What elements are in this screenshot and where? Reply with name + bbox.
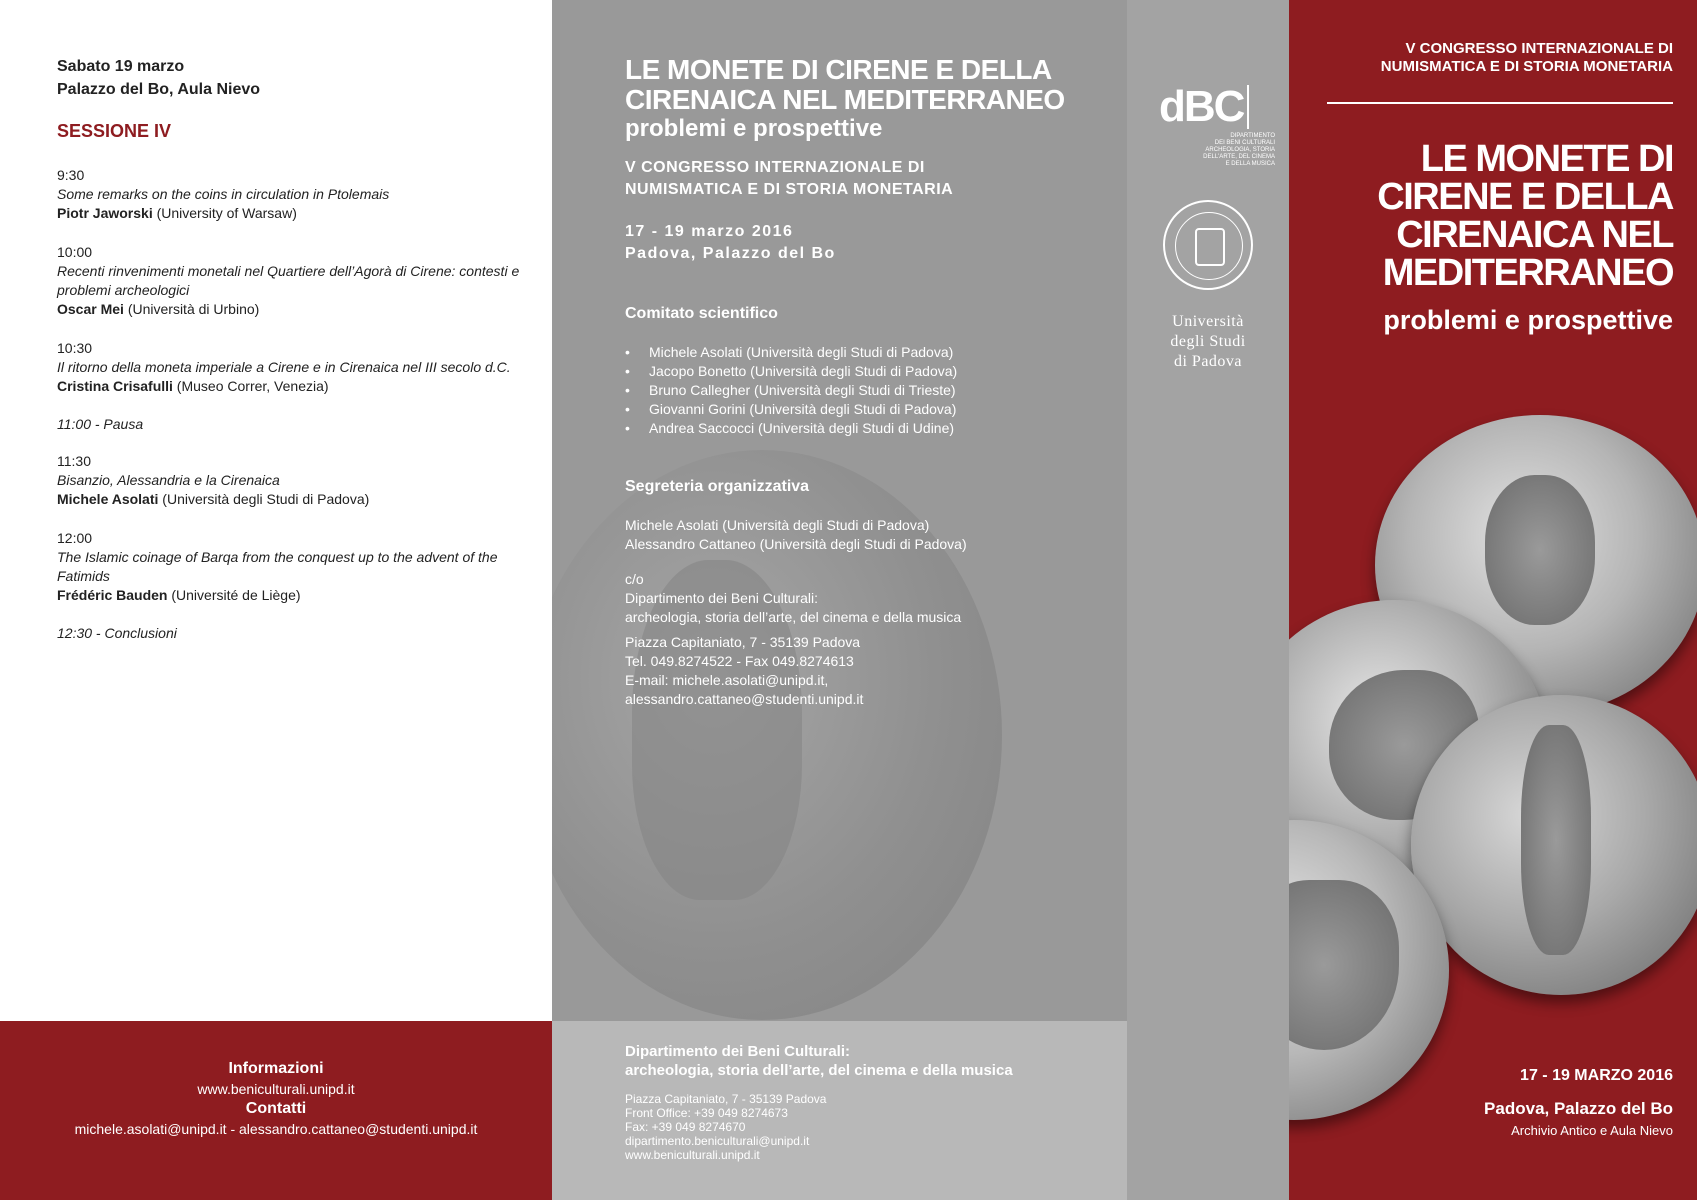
program-place: Palazzo del Bo, Aula Nievo: [57, 81, 261, 98]
care-of: c/o: [625, 571, 644, 587]
university-seal-icon: [1163, 200, 1253, 290]
committee-member: • Bruno Callegher (Università degli Studi di Trieste): [625, 381, 1115, 400]
cover-title-line: CIRENE E DELLA: [1377, 176, 1673, 218]
speaker-affiliation: (University of Warsaw): [152, 205, 297, 221]
cover-congress-line-1: V CONGRESSO INTERNAZIONALE DI: [1405, 40, 1673, 57]
footer-url[interactable]: www.beniculturali.unipd.it: [625, 1148, 760, 1162]
congress-line-1: V CONGRESSO INTERNAZIONALE DI: [625, 159, 925, 176]
pause-note: 11:00 - Pausa: [57, 416, 144, 432]
talk-item: [57, 166, 527, 223]
details-panel: [552, 0, 1127, 1200]
committee-member: • Michele Asolati (Università degli Studi di Padova): [625, 343, 1115, 362]
footer-fax: Fax: +39 049 8274670: [625, 1120, 746, 1134]
talk-speaker: [57, 301, 259, 317]
cover-divider: [1327, 102, 1673, 104]
committee-list: [625, 343, 1115, 438]
speaker-name: Oscar Mei: [57, 301, 124, 317]
event-date: 17 - 19 marzo 2016: [625, 223, 794, 240]
committee-heading: Comitato scientifico: [625, 305, 778, 322]
talk-title: Il ritorno della moneta imperiale a Cirene e in Cirenaica nel III secolo d.C.: [57, 359, 511, 375]
footer-front-office: Front Office: +39 049 8274673: [625, 1106, 788, 1120]
committee-member: • Giovanni Gorini (Università degli Studi di Padova): [625, 400, 1115, 419]
details-content: [625, 55, 1115, 709]
contacts-heading: Contatti: [245, 1100, 307, 1117]
subtitle: problemi e prospettive: [625, 115, 883, 142]
department-footer: [552, 1021, 1127, 1200]
talk-speaker: [57, 378, 329, 394]
speaker-affiliation: (Università degli Studi di Padova): [158, 491, 370, 507]
cover-subtitle: problemi e prospettive: [1383, 305, 1673, 335]
program-panel: [0, 0, 552, 1200]
event-venue: Padova, Palazzo del Bo: [625, 245, 836, 262]
cover-title: [1303, 140, 1673, 292]
cover-title-line: LE MONETE DI: [1420, 138, 1673, 180]
speaker-name: Frédéric Bauden: [57, 587, 168, 603]
info-heading: Informazioni: [228, 1060, 324, 1077]
speaker-name: Cristina Crisafulli: [57, 378, 173, 394]
cover-rooms: Archivio Antico e Aula Nievo: [1511, 1123, 1673, 1138]
dbc-logo-text: [1159, 133, 1275, 168]
title-line-1: LE MONETE DI CIRENE E DELLA: [625, 54, 1052, 85]
university-line-2: degli Studi: [1170, 333, 1246, 350]
dbc-text-line: DEI BENI CULTURALI: [1214, 140, 1275, 146]
talk-item: [57, 452, 527, 509]
department-phone: Tel. 049.8274522 - Fax 049.8274613: [625, 653, 854, 669]
logo-strip: [1127, 0, 1289, 1200]
cover-panel: [1289, 0, 1697, 1200]
talk-speaker: [57, 205, 297, 221]
title-line-2: CIRENAICA NEL MEDITERRANEO: [625, 84, 1065, 115]
footer-dept-line-2: archeologia, storia dell’arte, del cinema e della musica: [625, 1062, 1013, 1079]
talk-item: [57, 529, 527, 605]
speaker-affiliation: (Université de Liège): [167, 587, 301, 603]
cover-place: Padova, Palazzo del Bo: [1484, 1099, 1673, 1118]
cover-congress: [1293, 40, 1673, 76]
info-url-link[interactable]: www.beniculturali.unipd.it: [197, 1081, 355, 1097]
talk-item: [57, 243, 527, 319]
speaker-name: Michele Asolati: [57, 491, 159, 507]
committee-member: • Andrea Saccocci (Università degli Studi di Udine): [625, 419, 1115, 438]
dbc-logo-mark: dBC: [1159, 85, 1249, 129]
cover-title-line: MEDITERRANEO: [1382, 252, 1673, 294]
program-day: Sabato 19 marzo: [57, 58, 185, 75]
talk-title: Recenti rinvenimenti monetali nel Quartiere dell’Agorà di Cirene: contesti e problemi archeologici: [57, 263, 520, 298]
footer-dept-line-1: Dipartimento dei Beni Culturali:: [625, 1043, 851, 1060]
secretariat-member: Michele Asolati (Università degli Studi di Padova): [625, 517, 930, 533]
footer-address: Piazza Capitaniato, 7 - 35139 Padova: [625, 1092, 827, 1106]
info-footer: [0, 1021, 552, 1200]
talk-time: 9:30: [57, 167, 85, 183]
event-date-venue: [625, 221, 1115, 265]
footer-email[interactable]: dipartimento.beniculturali@unipd.it: [625, 1134, 810, 1148]
secretariat-member: Alessandro Cattaneo (Università degli Studi di Padova): [625, 536, 967, 552]
coin-silphium-relief: [1521, 725, 1591, 955]
talk-title: Bisanzio, Alessandria e la Cirenaica: [57, 472, 280, 488]
talk-time: 11:30: [57, 453, 91, 469]
congress-line-2: NUMISMATICA E DI STORIA MONETARIA: [625, 181, 954, 198]
talk-item: [57, 339, 527, 396]
contacts-emails[interactable]: michele.asolati@unipd.it - alessandro.cattaneo@studenti.unipd.it: [74, 1121, 478, 1137]
dbc-text-line: DELL'ARTE, DEL CINEMA: [1203, 154, 1275, 160]
university-line-1: Università: [1172, 313, 1244, 330]
congress-name: [625, 157, 1115, 201]
program-content: [57, 55, 527, 661]
coin-plant-relief: [1289, 880, 1399, 1050]
talk-title: The Islamic coinage of Barqa from the conquest up to the advent of the Fatimids: [57, 549, 498, 584]
talk-speaker: [57, 491, 369, 507]
department-line-2: archeologia, storia dell’arte, del cinema e della musica: [625, 609, 962, 625]
dbc-logo: [1159, 82, 1275, 168]
department-address: Piazza Capitaniato, 7 - 35139 Padova: [625, 634, 861, 650]
secretariat-block: [625, 516, 1115, 709]
conclusion-note: 12:30 - Conclusioni: [57, 625, 177, 641]
session-heading: SESSIONE IV: [57, 121, 172, 141]
email-line-2[interactable]: alessandro.cattaneo@studenti.unipd.it: [625, 691, 864, 707]
talk-time: 12:00: [57, 530, 93, 546]
talk-speaker: [57, 587, 301, 603]
talk-time: 10:00: [57, 244, 93, 260]
university-line-3: di Padova: [1173, 353, 1243, 370]
email-line-1[interactable]: E-mail: michele.asolati@unipd.it,: [625, 672, 829, 688]
speaker-name: Piotr Jaworski: [57, 205, 153, 221]
coin-face-relief: [1485, 475, 1595, 625]
department-line-1: Dipartimento dei Beni Culturali:: [625, 590, 818, 606]
university-name: [1127, 312, 1289, 372]
cover-date: 17 - 19 MARZO 2016: [1520, 1067, 1673, 1084]
dbc-text-line: E DELLA MUSICA: [1225, 161, 1275, 167]
talk-title: Some remarks on the coins in circulation in Ptolemais: [57, 186, 390, 202]
speaker-affiliation: (Università di Urbino): [123, 301, 260, 317]
coin-image-silphium: [1411, 695, 1697, 995]
cover-congress-line-2: NUMISMATICA E DI STORIA MONETARIA: [1380, 58, 1673, 75]
cover-title-line: CIRENAICA NEL: [1396, 214, 1673, 256]
secretariat-heading: Segreteria organizzativa: [625, 478, 810, 495]
speaker-affiliation: (Museo Correr, Venezia): [172, 378, 329, 394]
dbc-text-line: ARCHEOLOGIA, STORIA: [1205, 147, 1275, 153]
talk-time: 10:30: [57, 340, 93, 356]
dbc-text-line: DIPARTIMENTO: [1230, 133, 1275, 139]
committee-member: • Jacopo Bonetto (Università degli Studi di Padova): [625, 362, 1115, 381]
